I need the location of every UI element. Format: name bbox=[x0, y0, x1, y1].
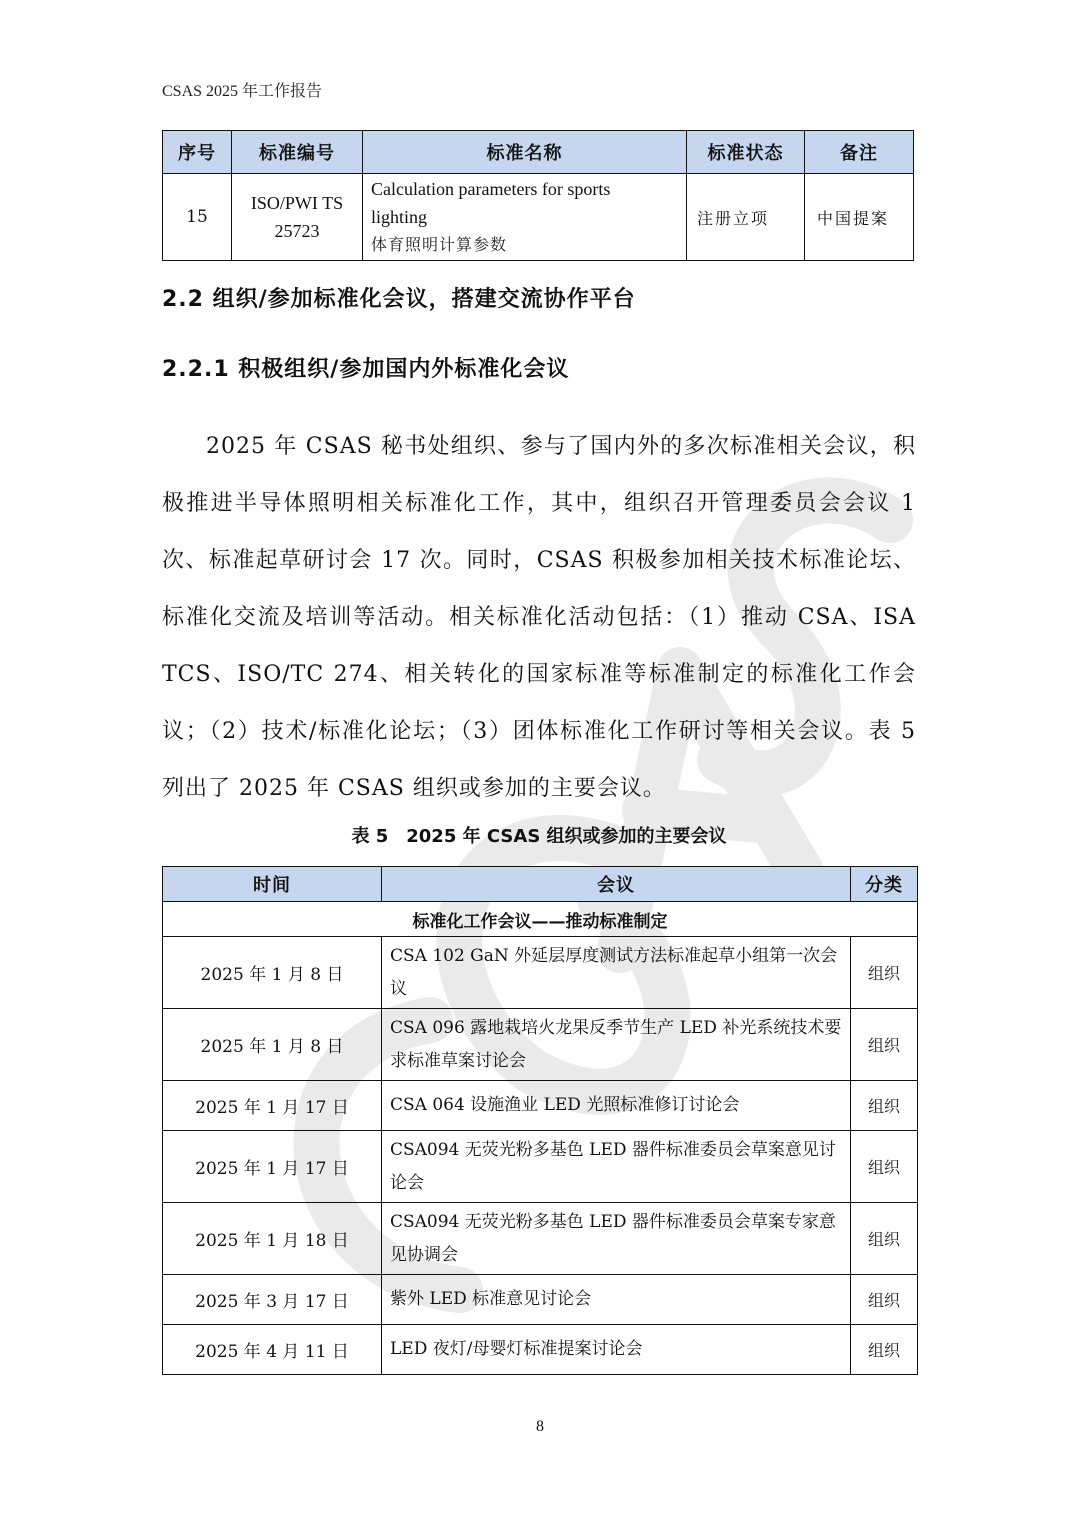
body-paragraph: 2025 年 CSAS 秘书处组织、参与了国内外的多次标准相关会议，积极推进半导体照明相关标准化工作，其中，组织召开管理委员会会议 1 次、标准起草研讨会 17 次。同时，CSAS 积极参加相关技术标准论坛、标准化交流及培训等活动。相关标准化活动包括：（1）推动 CSA、ISA TCS、ISO/TC 274、相关转化的国家标准等标准制定的标准化工作会议；（2）技术/标准化论坛；（3）团体标准化工作研讨等相关会议。表 5 列出了 2025 年 CSAS 组织或参加的主要会议。 bbox=[162, 434, 916, 801]
cell-time: 2025 年 1 月 8 日 bbox=[163, 937, 382, 1009]
table-row bbox=[163, 937, 918, 1009]
cell-number: 15 bbox=[163, 174, 232, 261]
cell-category: 组织 bbox=[851, 1081, 918, 1131]
table-row bbox=[163, 1275, 918, 1325]
cell-note: 中国提案 bbox=[805, 174, 914, 261]
cell-meeting: CSA094 无荧光粉多基色 LED 器件标准委员会草案专家意见协调会 bbox=[382, 1203, 851, 1275]
meetings-table bbox=[162, 866, 918, 1375]
standards-table bbox=[162, 130, 914, 261]
cell-category: 组织 bbox=[851, 1009, 918, 1081]
section-heading-2-2: 2.2 组织/参加标准化会议，搭建交流协作平台 bbox=[162, 287, 636, 312]
group-title: 标准化工作会议——推动标准制定 bbox=[163, 902, 918, 937]
cell-meeting: CSA 096 露地栽培火龙果反季节生产 LED 补光系统技术要求标准草案讨论会 bbox=[382, 1009, 851, 1081]
table-group-row bbox=[163, 902, 918, 937]
cell-time: 2025 年 1 月 17 日 bbox=[163, 1081, 382, 1131]
table-row bbox=[163, 174, 914, 261]
standard-code-line2: 25723 bbox=[274, 221, 320, 241]
col-header-number: 序号 bbox=[163, 131, 232, 174]
table-row bbox=[163, 1081, 918, 1131]
cell-meeting: CSA 064 设施渔业 LED 光照标准修订讨论会 bbox=[382, 1081, 851, 1131]
cell-standard-name bbox=[363, 174, 687, 261]
cell-meeting: CSA 102 GaN 外延层厚度测试方法标准起草小组第一次会议 bbox=[382, 937, 851, 1009]
table-row bbox=[163, 1203, 918, 1275]
standard-name-cn: 体育照明计算参数 bbox=[371, 235, 508, 254]
cell-standard-status: 注册立项 bbox=[687, 174, 805, 261]
col-header-meeting: 会议 bbox=[382, 867, 851, 902]
section-heading-2-2-1: 2.2.1 积极组织/参加国内外标准化会议 bbox=[162, 357, 570, 382]
cell-category: 组织 bbox=[851, 1275, 918, 1325]
cell-meeting: 紫外 LED 标准意见讨论会 bbox=[382, 1275, 851, 1325]
page-number: 8 bbox=[536, 1418, 544, 1435]
cell-meeting: LED 夜灯/母婴灯标准提案讨论会 bbox=[382, 1325, 851, 1375]
standard-name-en-line1: Calculation parameters for sports bbox=[371, 179, 611, 199]
standard-code-line1: ISO/PWI TS bbox=[250, 193, 344, 213]
cell-time: 2025 年 1 月 8 日 bbox=[163, 1009, 382, 1081]
table-row bbox=[163, 1325, 918, 1375]
table-header-row bbox=[163, 867, 918, 902]
cell-category: 组织 bbox=[851, 937, 918, 1009]
cell-meeting: CSA094 无荧光粉多基色 LED 器件标准委员会草案意见讨论会 bbox=[382, 1131, 851, 1203]
table-header-row bbox=[163, 131, 914, 174]
table-row bbox=[163, 1131, 918, 1203]
col-header-category: 分类 bbox=[851, 867, 918, 902]
col-header-standard-status: 标准状态 bbox=[687, 131, 805, 174]
standard-name-en-line2: lighting bbox=[371, 207, 428, 227]
cell-time: 2025 年 3 月 17 日 bbox=[163, 1275, 382, 1325]
cell-category: 组织 bbox=[851, 1203, 918, 1275]
col-header-note: 备注 bbox=[805, 131, 914, 174]
col-header-standard-name: 标准名称 bbox=[363, 131, 687, 174]
cell-standard-code bbox=[232, 174, 363, 261]
cell-category: 组织 bbox=[851, 1325, 918, 1375]
cell-time: 2025 年 1 月 17 日 bbox=[163, 1131, 382, 1203]
cell-time: 2025 年 1 月 18 日 bbox=[163, 1203, 382, 1275]
col-header-standard-code: 标准编号 bbox=[232, 131, 363, 174]
cell-category: 组织 bbox=[851, 1131, 918, 1203]
cell-time: 2025 年 4 月 11 日 bbox=[163, 1325, 382, 1375]
table-row bbox=[163, 1009, 918, 1081]
table-caption: 表 5 2025 年 CSAS 组织或参加的主要会议 bbox=[351, 826, 727, 847]
col-header-time: 时间 bbox=[163, 867, 382, 902]
page-header: CSAS 2025 年工作报告 bbox=[162, 83, 323, 100]
